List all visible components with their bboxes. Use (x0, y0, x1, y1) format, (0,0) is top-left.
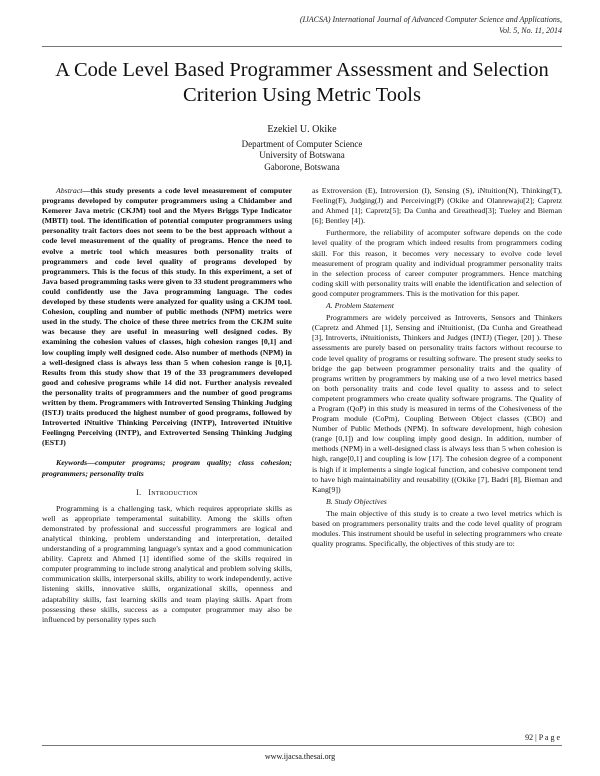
subsection-heading-problem-statement: A. Problem Statement (326, 301, 394, 311)
journal-line-1: (IJACSA) International Journal of Advanced Computer Science and Applications, (299, 15, 562, 24)
journal-website: www.ijacsa.thesai.org (264, 752, 336, 761)
section-heading-introduction (42, 488, 292, 498)
affiliation-department: Department of Computer Science (241, 138, 363, 149)
header-rule (42, 46, 562, 47)
intro-continuation: as Extroversion (E), Introversion (I), Sensing (S), iNtuition(N), Thinking(T), Feeling(F), Judging(J) and Perceiving(P) (Okike and Olanrewaju[2]; Capretz and Ahmed [1]; Capretz[5]; Da Cunha and Greathead[3]; Tueley and Bieman [6]; Bentley [4]). (312, 186, 562, 226)
footer-rule (42, 745, 562, 746)
author-block (42, 124, 562, 173)
keywords: Keywords—computer programs; program quality; class cohesion; programmers; personality traits (42, 458, 292, 478)
page-number: 92 | P a g e (525, 733, 560, 742)
author-name: Ezekiel U. Okike (267, 124, 337, 135)
abstract-lead: Abstract (56, 186, 83, 195)
abstract-text: —this study presents a code level measurement of computer programs developed by computer programmers using a Chidamber and Kemerer Java metric (CKJM) tool and the Myers Briggs Type Indicator (MBTI) tool. The identification of potential computer programmers using personality trait factors does not seem to be the best approach without a code level measurement of the quality of programs. Hence the need to evolve a metric tool which measures both personality traits of programmers and code level quality of programs developed by programmers. This is the focus of this study. In this experiment, a set of Java based programming tasks were given to 33 student programmers who could confidently use the Java programming language. The codes developed by these students were analyzed for quality using a CKJM tool. Cohesion, coupling and number of public methods (NPM) metrics were used in the study. The choice of these three metrics from the CKJM suite was because they are useful in measuring well designed codes. By examining the cohesion values of classes, high cohesion ranges [0,1] and low coupling imply well designed code. Also number of methods (NPM) in a well-designed class is always less than 5 when cohesion range is [0,1]. Results from this study show that 19 of the 33 programmers developed good and cohesive programs while 14 did not. Further analysis revealed the personality traits of programmers and the number of good programs written by them. Programmers with Introverted Sensing Thinking Judging (ISTJ) traits produced the highest number of good programs, followed by Introverted iNtuitive Thinking Perceiving (INTP), Introverted iNtuitive Feelingng Perceiving (INTP), and Extroverted Sensing Thinking Judging (ESTJ) (42, 186, 292, 448)
left-column (42, 186, 292, 627)
intro-paragraph-1: Programming is a challenging task, which requires appropriate skills as well as appropriate temperamental suitability. Among the skills often demonstrated by professional and successful programmers are logical and analytical thinking, problem understanding and interpretation, detailed understanding of a programming language's syntax and a good communication ability. Capretz and Ahmed [1] identified some of the skills required in computer programming to include strong analytical and problem solving skills, communication skills, interpersonal skills, ability to work independently, active listening skills, innovative skills, organizational skills, openness and adaptability skills, fast learning skills and team playing skills. Apart from possessing these skills, success as a computer programmer may also be influenced by personality types such (42, 503, 292, 624)
study-objectives-paragraph: The main objective of this study is to create a two level metrics which is based on programmers personality traits and the code level quality of program modules. This instrument should be useful in selecting programmers who create quality programs. Specifically, the objectives of this study are to: (312, 508, 562, 549)
problem-statement-paragraph: Programmers are widely perceived as Introverts, Sensors and Thinkers (Capretz and Ahmed [1], Sensing and iNtuitionist, (Da Cunha and Greathead [3], Introverts, iNtuitionists, Thinkers and Judges (INTJ) (Tieger, [20] ). These assessments are purely based on personality traits factors without recourse to code level quality of programs or resulting software. The present study seeks to bridge the gap between programmer personality traits and the quality of programs written by programmers by making use of a two level metrics based on both personality traits and code level quality to assess and to select competent programmers who create quality software programs. The Quality of a Program (QoP) in this study is measured in terms of the Cohesiveness of the Program module (CoPm), Coupling Between Object classes (CBO) and Number of Public Methods (NPM). In software development, high cohesion (range [0,1]) and low coupling imply good design. In addition, number of methods (NPM) in a well-designed class is always less than 5 when cohesion is high, range[0,1] and coupling is low [17]. The cohesion degree of a component is high if it implements a single logical function, and cohesive component tend to have high maintainability and reusability ((Okike [7], Badri [8], Bieman and Kang[9]) (312, 313, 562, 494)
paper-title: A Code Level Based Programmer Assessment and Selection Criterion Using Metric Tools (55, 59, 549, 106)
journal-line-2: Vol. 5, No. 11, 2014 (499, 26, 562, 35)
journal-header (142, 14, 562, 36)
affiliation-location: Gaborone, Botswana (264, 161, 340, 172)
affiliation-university: University of Botswana (259, 150, 345, 160)
section-title: Introduction (148, 487, 198, 497)
right-column (312, 186, 562, 551)
subsection-heading-study-objectives: B. Study Objectives (326, 496, 387, 506)
section-number: I. (136, 487, 142, 497)
intro-paragraph-2: Furthermore, the reliability of acomputer software depends on the code level quality of the program which indeed results from programmers coding skill. For this reason, it becomes very necessary to evolve code level measurement of program quality and individual programmer personality traits in the selection process of career computer programmers. Hence matching coding skill with personality traits will enable the identification and selection of good computer programmers. This is the motivation for this paper. (312, 228, 562, 298)
abstract (42, 186, 292, 448)
